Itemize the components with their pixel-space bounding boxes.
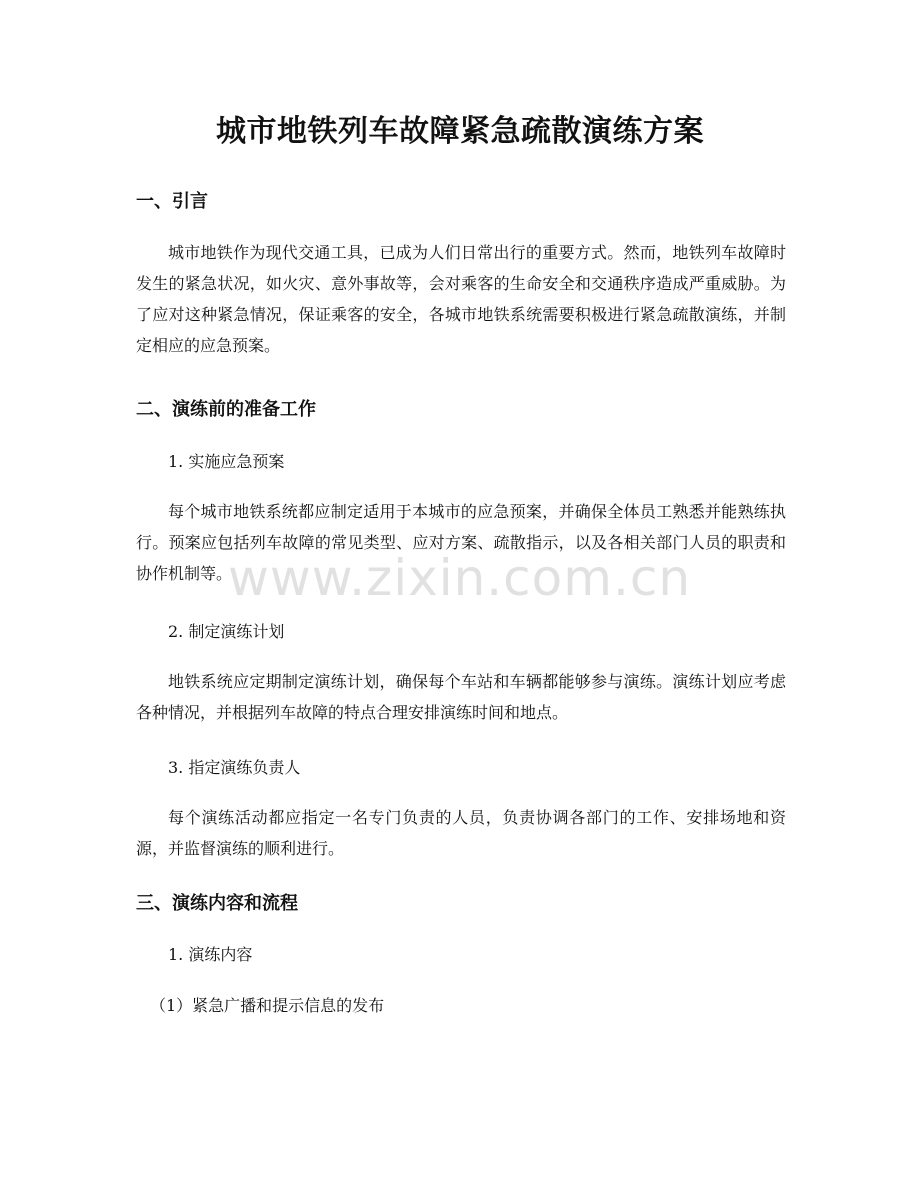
section-heading-intro: 一、引言 bbox=[136, 191, 208, 212]
section-heading-content-flow: 三、演练内容和流程 bbox=[136, 893, 298, 914]
watermark: www.zixin.com.cn bbox=[228, 549, 692, 607]
drill-leader-paragraph: 每个演练活动都应指定一名专门负责的人员，负责协调各部门的工作、安排场地和资源，并监督演练的顺利进行。 bbox=[136, 808, 786, 858]
drill-plan-paragraph: 地铁系统应定期制定演练计划，确保每个车站和车辆都能够参与演练。演练计划应考虑各种情况，并根据列车故障的特点合理安排演练时间和地点。 bbox=[136, 672, 786, 722]
item-label-drill-leader: 3. 指定演练负责人 bbox=[168, 758, 301, 777]
document-title: 城市地铁列车故障紧急疏散演练方案 bbox=[216, 114, 704, 149]
item-label-emergency-plan: 1. 实施应急预案 bbox=[168, 452, 285, 471]
item-label-drill-plan: 2. 制定演练计划 bbox=[168, 622, 285, 641]
item-label-drill-content: 1. 演练内容 bbox=[168, 945, 253, 964]
emergency-plan-paragraph: 每个城市地铁系统都应制定适用于本城市的应急预案，并确保全体员工熟悉并能熟练执行。预案应包括列车故障的常见类型、应对方案、疏散指示，以及各相关部门人员的职责和协作机制等。 bbox=[136, 502, 786, 583]
intro-paragraph: 城市地铁作为现代交通工具，已成为人们日常出行的重要方式。然而，地铁列车故障时发生的紧急状况，如火灾、意外事故等，会对乘客的生命安全和交通秩序造成严重威胁。为了应对这种紧急情况，保证乘客的安全，各城市地铁系统需要积极进行紧急疏散演练，并制定相应的应急预案。 bbox=[136, 243, 786, 355]
subitem-emergency-broadcast: （1）紧急广播和提示信息的发布 bbox=[150, 996, 385, 1015]
section-heading-preparation: 二、演练前的准备工作 bbox=[136, 399, 316, 420]
